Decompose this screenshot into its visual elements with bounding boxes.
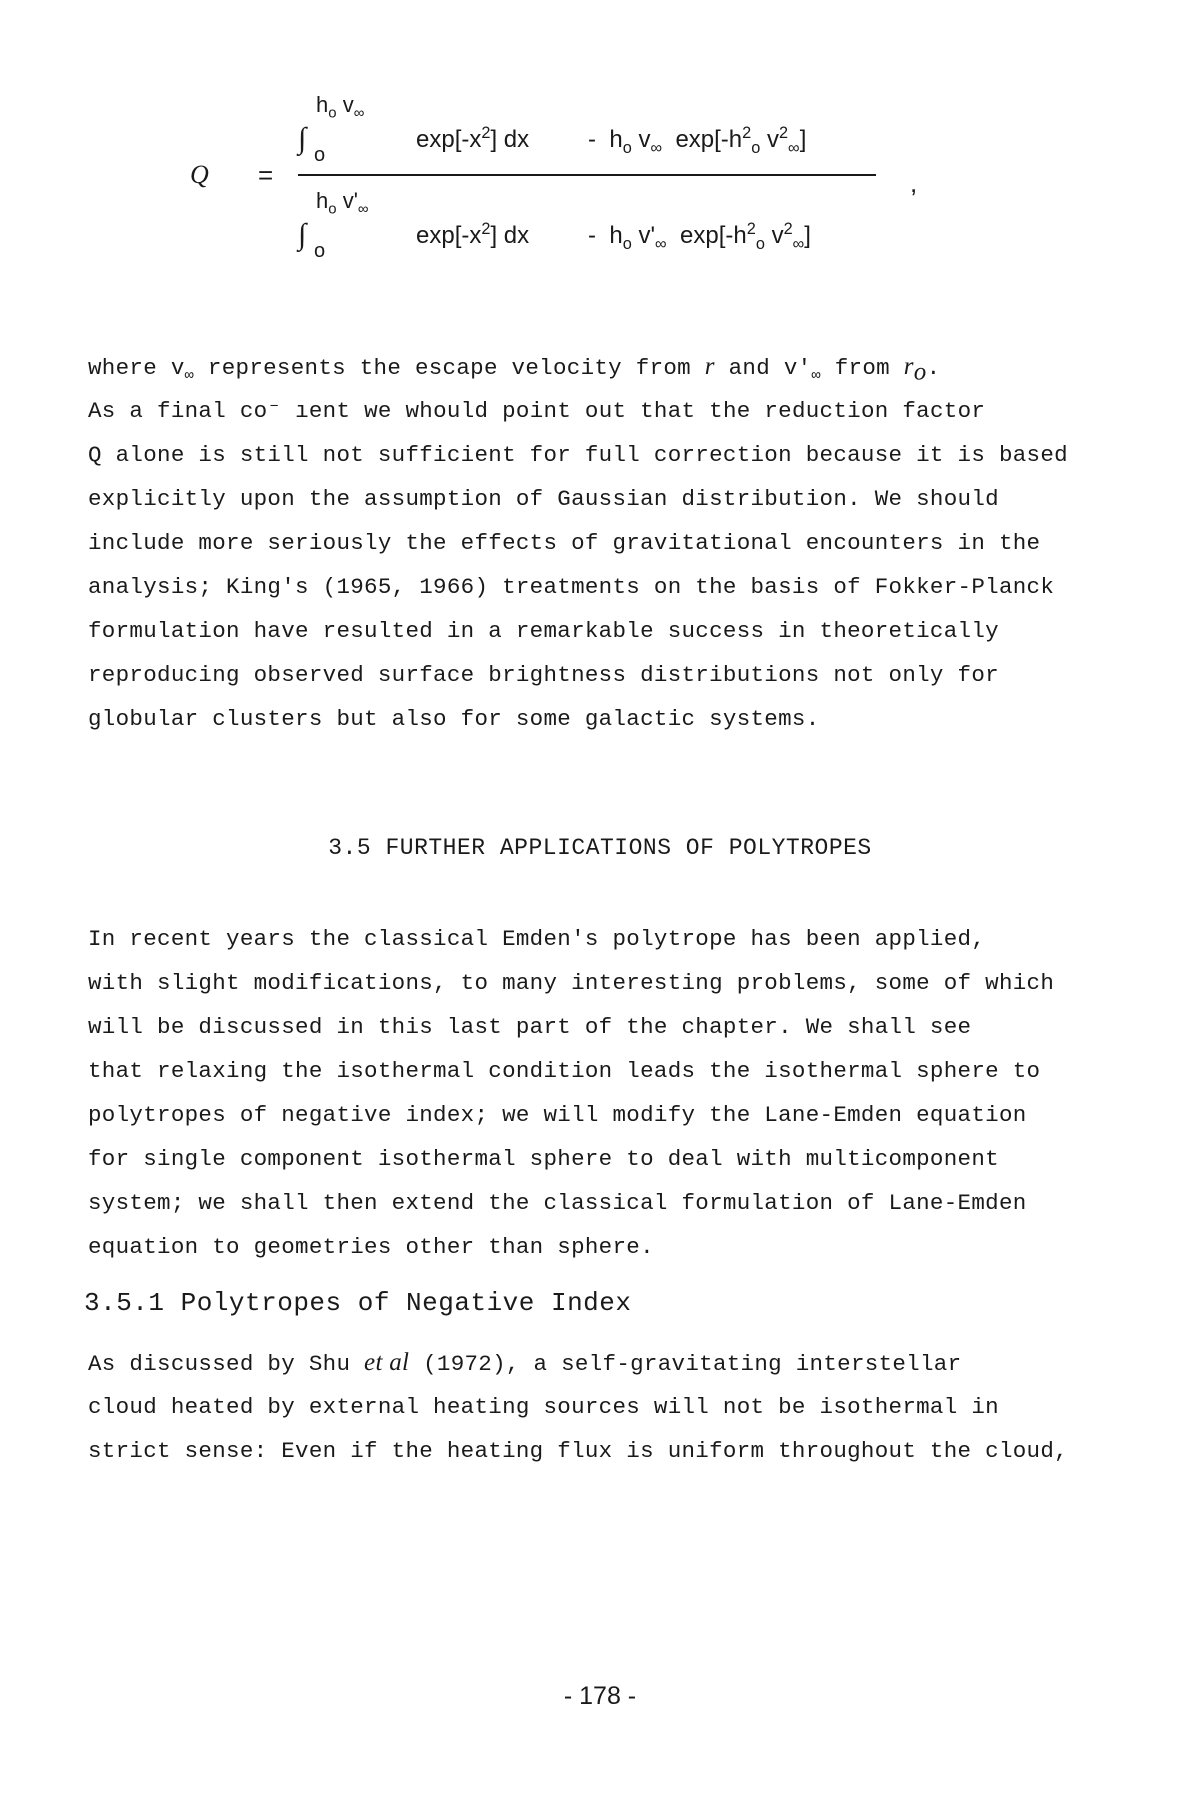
subtracted-term: - $h_o$ $v_\infty$ $\exp[-h^2_o$ $v^2_\infty$] (588, 124, 807, 157)
text-line: In recent years the classical Emden's polytrope has been applied, (88, 926, 986, 952)
integrand: $\exp[-x^2]$ dx (416, 220, 530, 249)
text-line: explicitly upon the assumption of Gaussian distribution. We should (88, 486, 999, 512)
fraction-bar (298, 174, 876, 176)
text-line: strict sense: Even if the heating flux is uniform throughout the cloud, (88, 1438, 1068, 1464)
text-line: for single component isothermal sphere to deal with multicomponent (88, 1146, 999, 1172)
text-line: As discussed by Shu et al (1972), a self-gravitating interstellar (88, 1349, 962, 1377)
subsection-heading: 3.5.1 Polytropes of Negative Index (84, 1288, 632, 1318)
section-heading: 3.5 FURTHER APPLICATIONS OF POLYTROPES (328, 835, 872, 861)
integrand: $\exp[-x^2]$ dx (416, 124, 530, 153)
text-line: globular clusters but also for some galactic systems. (88, 706, 820, 732)
reduction-factor-equation (190, 88, 950, 288)
integral-lower-limit: o (314, 240, 326, 262)
equation-numerator (298, 88, 876, 178)
equation-denominator (298, 184, 876, 274)
subtracted-term: - $h_o$ $v'_\infty$ $\exp[-h^2_o$ $v^2_\infty$] (588, 220, 811, 253)
text-line: that relaxing the isothermal condition leads the isothermal sphere to (88, 1058, 1041, 1084)
text-line: As a final co⁻ ıent we whould point out that the reduction factor (88, 398, 986, 424)
text-line: formulation have resulted in a remarkable success in theoretically (88, 618, 999, 644)
integral-upper-limit: $h_o$ $v'_\infty$ (316, 188, 369, 218)
text-line: polytropes of negative index; we will modify the Lane-Emden equation (88, 1102, 1027, 1128)
equation-equals: = (258, 160, 274, 190)
text-line: analysis; King's (1965, 1966) treatments on the basis of Fokker-Planck (88, 574, 1055, 600)
text-line: equation to geometries other than sphere. (88, 1234, 654, 1260)
integral-sign: ∫ (298, 218, 307, 251)
integral-upper-limit: $h_o$ $v_\infty$ (316, 92, 365, 122)
equation-comma: , (910, 168, 918, 198)
page-number: - 178 - (563, 1682, 637, 1710)
text-line: reproducing observed surface brightness distributions not only for (88, 662, 999, 688)
integral-lower-limit: o (314, 144, 326, 166)
text-line: will be discussed in this last part of the chapter. We shall see (88, 1014, 972, 1040)
text-line: system; we shall then extend the classical formulation of Lane-Emden (88, 1190, 1027, 1216)
text-line: include more seriously the effects of gravitational encounters in the (88, 530, 1041, 556)
where-line: where $v_\infty$ represents the escape velocity from r and $v'_\infty$ from $r_o$. (88, 353, 941, 386)
text-line: cloud heated by external heating sources will not be isothermal in (88, 1394, 999, 1420)
text-line: with slight modifications, to many interesting problems, some of which (88, 970, 1055, 996)
text-line: Q alone is still not sufficient for full correction because it is based (88, 442, 1068, 468)
integral-sign: ∫ (298, 122, 307, 155)
equation-lhs: Q (190, 160, 209, 189)
